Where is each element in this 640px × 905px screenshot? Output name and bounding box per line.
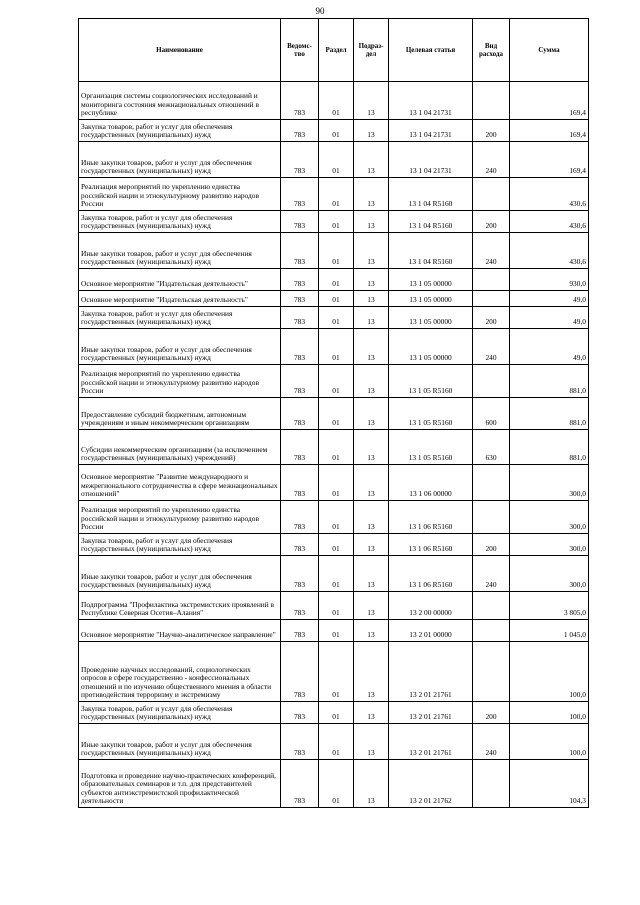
cell-summa: 430,6 <box>510 211 589 233</box>
cell-podrazdel: 13 <box>354 534 389 556</box>
cell-vid: 240 <box>473 724 510 760</box>
cell-vid <box>473 620 510 642</box>
cell-summa: 300,0 <box>510 556 589 592</box>
cell-name: Иные закупки товаров, работ и услуг для обеспечения государственных (муниципальных) нужд <box>79 556 281 592</box>
table-row <box>79 398 589 430</box>
cell-vedomstvo: 783 <box>281 534 319 556</box>
cell-vid <box>473 760 510 808</box>
cell-name: Реализация мероприятий по укреплению единства российской нации и этнокультурному развитию народов России <box>79 365 281 398</box>
cell-vid <box>473 465 510 501</box>
header-summa: Сумма <box>510 19 589 82</box>
cell-name: Основное мероприятие "Издательская деятельность" <box>79 269 281 291</box>
cell-vedomstvo: 783 <box>281 501 319 534</box>
cell-razdel: 01 <box>319 291 354 307</box>
cell-vedomstvo: 783 <box>281 307 319 329</box>
cell-vid <box>473 642 510 702</box>
cell-vid: 240 <box>473 556 510 592</box>
cell-vid: 200 <box>473 534 510 556</box>
cell-vedomstvo: 783 <box>281 398 319 430</box>
cell-podrazdel: 13 <box>354 702 389 724</box>
table-row <box>79 120 589 142</box>
cell-vid <box>473 178 510 211</box>
cell-summa: 169,4 <box>510 120 589 142</box>
table-row <box>79 211 589 233</box>
table-row <box>79 724 589 760</box>
cell-vedomstvo: 783 <box>281 269 319 291</box>
cell-summa: 881,0 <box>510 398 589 430</box>
cell-vid: 200 <box>473 307 510 329</box>
cell-vedomstvo: 783 <box>281 556 319 592</box>
cell-name: Субсидии некоммерческим организациям (за исключением государственных (муниципальных) учреждений) <box>79 430 281 465</box>
cell-summa: 100,0 <box>510 724 589 760</box>
cell-vid: 600 <box>473 398 510 430</box>
cell-name: Реализация мероприятий по укреплению единства российской нации и этнокультурному развитию народов России <box>79 501 281 534</box>
table-row <box>79 501 589 534</box>
cell-name: Подпрограмма "Профилактика экстремистских проявлений в Республике Северная Осетия–Алания" <box>79 592 281 620</box>
cell-vedomstvo: 783 <box>281 329 319 365</box>
page-number: 90 <box>315 6 325 16</box>
cell-podrazdel: 13 <box>354 120 389 142</box>
header-vedomstvo: Ведомс-тво <box>281 19 319 82</box>
table-row <box>79 329 589 365</box>
cell-razdel: 01 <box>319 233 354 269</box>
cell-podrazdel: 13 <box>354 642 389 702</box>
cell-summa: 100,0 <box>510 642 589 702</box>
cell-podrazdel: 13 <box>354 620 389 642</box>
cell-name: Иные закупки товаров, работ и услуг для обеспечения государственных (муниципальных) нужд <box>79 233 281 269</box>
cell-vedomstvo: 783 <box>281 365 319 398</box>
cell-name: Закупка товаров, работ и услуг для обеспечения государственных (муниципальных) нужд <box>79 702 281 724</box>
cell-name: Закупка товаров, работ и услуг для обеспечения государственных (муниципальных) нужд <box>79 534 281 556</box>
cell-vedomstvo: 783 <box>281 724 319 760</box>
cell-statya: 13 1 06 00000 <box>389 465 473 501</box>
table-row <box>79 82 589 120</box>
cell-name: Основное мероприятие "Научно-аналитическое направление" <box>79 620 281 642</box>
cell-statya: 13 1 05 R5160 <box>389 365 473 398</box>
cell-razdel: 01 <box>319 501 354 534</box>
cell-name: Реализация мероприятий по укреплению единства российской нации и этнокультурному развитию народов России <box>79 178 281 211</box>
table-row <box>79 620 589 642</box>
cell-name: Организация системы социологических исследований и мониторинга состояния межнациональных отношений в республике <box>79 82 281 120</box>
table-body <box>79 82 589 808</box>
cell-podrazdel: 13 <box>354 233 389 269</box>
cell-summa: 1 045,0 <box>510 620 589 642</box>
budget-table <box>78 18 589 808</box>
table-row <box>79 291 589 307</box>
cell-name: Закупка товаров, работ и услуг для обеспечения государственных (муниципальных) нужд <box>79 307 281 329</box>
cell-statya: 13 2 01 00000 <box>389 620 473 642</box>
cell-summa: 430,6 <box>510 178 589 211</box>
cell-name: Иные закупки товаров, работ и услуг для обеспечения государственных (муниципальных) нужд <box>79 329 281 365</box>
cell-vid: 240 <box>473 142 510 178</box>
cell-vid <box>473 501 510 534</box>
cell-podrazdel: 13 <box>354 760 389 808</box>
cell-name: Проведение научных исследований, социологических опросов в сфере государственно - конфессиональных отношений и по изучению общественного мнения в области противодействия терроризму и экстремизму <box>79 642 281 702</box>
cell-statya: 13 1 05 00000 <box>389 291 473 307</box>
cell-vedomstvo: 783 <box>281 211 319 233</box>
cell-razdel: 01 <box>319 120 354 142</box>
cell-statya: 13 2 01 21761 <box>389 642 473 702</box>
table-row <box>79 233 589 269</box>
cell-statya: 13 1 04 R5160 <box>389 233 473 269</box>
cell-vedomstvo: 783 <box>281 465 319 501</box>
cell-name: Иные закупки товаров, работ и услуг для обеспечения государственных (муниципальных) нужд <box>79 142 281 178</box>
cell-summa: 169,4 <box>510 82 589 120</box>
cell-razdel: 01 <box>319 178 354 211</box>
cell-vedomstvo: 783 <box>281 430 319 465</box>
cell-podrazdel: 13 <box>354 430 389 465</box>
cell-name: Подготовка и проведение научно-практических конференций, образовательных семинаров и т.п. для представителей субъектов антиэкстремистской профилактической деятельности <box>79 760 281 808</box>
cell-summa: 3 805,0 <box>510 592 589 620</box>
table-row <box>79 307 589 329</box>
cell-razdel: 01 <box>319 365 354 398</box>
table-row <box>79 178 589 211</box>
cell-statya: 13 1 05 00000 <box>389 269 473 291</box>
cell-podrazdel: 13 <box>354 329 389 365</box>
cell-vid <box>473 269 510 291</box>
cell-razdel: 01 <box>319 398 354 430</box>
cell-podrazdel: 13 <box>354 142 389 178</box>
cell-vid <box>473 291 510 307</box>
cell-razdel: 01 <box>319 620 354 642</box>
cell-statya: 13 1 06 R5160 <box>389 534 473 556</box>
cell-podrazdel: 13 <box>354 291 389 307</box>
cell-razdel: 01 <box>319 307 354 329</box>
cell-statya: 13 2 01 21761 <box>389 724 473 760</box>
header-statya: Целевая статья <box>389 19 473 82</box>
cell-statya: 13 1 05 R5160 <box>389 430 473 465</box>
cell-vid: 240 <box>473 329 510 365</box>
cell-vedomstvo: 783 <box>281 592 319 620</box>
cell-podrazdel: 13 <box>354 307 389 329</box>
cell-podrazdel: 13 <box>354 465 389 501</box>
table-row <box>79 534 589 556</box>
cell-vid: 240 <box>473 233 510 269</box>
cell-summa: 49,0 <box>510 307 589 329</box>
cell-name: Закупка товаров, работ и услуг для обеспечения государственных (муниципальных) нужд <box>79 120 281 142</box>
cell-podrazdel: 13 <box>354 501 389 534</box>
cell-razdel: 01 <box>319 142 354 178</box>
table-row <box>79 365 589 398</box>
cell-vedomstvo: 783 <box>281 142 319 178</box>
cell-statya: 13 1 04 R5160 <box>389 211 473 233</box>
cell-vid <box>473 592 510 620</box>
cell-vedomstvo: 783 <box>281 291 319 307</box>
cell-vedomstvo: 783 <box>281 233 319 269</box>
cell-statya: 13 1 04 21731 <box>389 120 473 142</box>
cell-podrazdel: 13 <box>354 398 389 430</box>
header-podrazdel: Подраз-дел <box>354 19 389 82</box>
header-vid: Вид расхода <box>473 19 510 82</box>
cell-statya: 13 1 06 R5160 <box>389 501 473 534</box>
cell-podrazdel: 13 <box>354 365 389 398</box>
cell-vedomstvo: 783 <box>281 120 319 142</box>
cell-summa: 169,4 <box>510 142 589 178</box>
cell-name: Основное мероприятие "Издательская деятельность" <box>79 291 281 307</box>
cell-summa: 300,0 <box>510 501 589 534</box>
cell-vid <box>473 82 510 120</box>
cell-razdel: 01 <box>319 430 354 465</box>
cell-podrazdel: 13 <box>354 178 389 211</box>
table-row <box>79 702 589 724</box>
cell-summa: 430,6 <box>510 233 589 269</box>
cell-summa: 930,0 <box>510 269 589 291</box>
cell-vid: 200 <box>473 120 510 142</box>
table-row <box>79 142 589 178</box>
cell-razdel: 01 <box>319 269 354 291</box>
table-row <box>79 430 589 465</box>
table-row <box>79 760 589 808</box>
cell-summa: 49,0 <box>510 329 589 365</box>
table-row <box>79 592 589 620</box>
cell-razdel: 01 <box>319 465 354 501</box>
table-row <box>79 465 589 501</box>
cell-statya: 13 2 00 00000 <box>389 592 473 620</box>
cell-summa: 300,0 <box>510 534 589 556</box>
cell-summa: 100,0 <box>510 702 589 724</box>
header-name: Наименование <box>79 19 281 82</box>
cell-razdel: 01 <box>319 592 354 620</box>
cell-vedomstvo: 783 <box>281 642 319 702</box>
cell-razdel: 01 <box>319 760 354 808</box>
cell-statya: 13 1 05 00000 <box>389 307 473 329</box>
cell-razdel: 01 <box>319 702 354 724</box>
cell-vedomstvo: 783 <box>281 702 319 724</box>
cell-statya: 13 1 06 R5160 <box>389 556 473 592</box>
cell-razdel: 01 <box>319 724 354 760</box>
cell-razdel: 01 <box>319 329 354 365</box>
cell-podrazdel: 13 <box>354 556 389 592</box>
cell-summa: 300,0 <box>510 465 589 501</box>
cell-vedomstvo: 783 <box>281 82 319 120</box>
cell-razdel: 01 <box>319 556 354 592</box>
cell-vid: 630 <box>473 430 510 465</box>
cell-name: Предоставление субсидий бюджетным, автономным учреждениям и иным некоммерческим организациям <box>79 398 281 430</box>
cell-podrazdel: 13 <box>354 724 389 760</box>
cell-summa: 104,3 <box>510 760 589 808</box>
cell-summa: 881,0 <box>510 430 589 465</box>
cell-razdel: 01 <box>319 82 354 120</box>
table-row <box>79 556 589 592</box>
cell-podrazdel: 13 <box>354 211 389 233</box>
cell-statya: 13 2 01 21762 <box>389 760 473 808</box>
cell-vedomstvo: 783 <box>281 178 319 211</box>
cell-statya: 13 1 05 R5160 <box>389 398 473 430</box>
cell-podrazdel: 13 <box>354 269 389 291</box>
cell-name: Иные закупки товаров, работ и услуг для обеспечения государственных (муниципальных) нужд <box>79 724 281 760</box>
cell-summa: 881,0 <box>510 365 589 398</box>
cell-vid: 200 <box>473 211 510 233</box>
table-row <box>79 642 589 702</box>
cell-statya: 13 1 04 21731 <box>389 142 473 178</box>
cell-vid <box>473 365 510 398</box>
table-header-row <box>79 19 589 82</box>
cell-podrazdel: 13 <box>354 82 389 120</box>
cell-statya: 13 2 01 21761 <box>389 702 473 724</box>
cell-vedomstvo: 783 <box>281 760 319 808</box>
table-row <box>79 269 589 291</box>
cell-statya: 13 1 04 R5160 <box>389 178 473 211</box>
cell-vid: 200 <box>473 702 510 724</box>
cell-statya: 13 1 04 21731 <box>389 82 473 120</box>
cell-summa: 49,0 <box>510 291 589 307</box>
header-razdel: Раздел <box>319 19 354 82</box>
cell-statya: 13 1 05 00000 <box>389 329 473 365</box>
cell-name: Закупка товаров, работ и услуг для обеспечения государственных (муниципальных) нужд <box>79 211 281 233</box>
cell-razdel: 01 <box>319 642 354 702</box>
cell-razdel: 01 <box>319 211 354 233</box>
cell-podrazdel: 13 <box>354 592 389 620</box>
cell-razdel: 01 <box>319 534 354 556</box>
cell-name: Основное мероприятие "Развитие международного и межрегионального сотрудничества в сфере межнациональных отношений" <box>79 465 281 501</box>
cell-vedomstvo: 783 <box>281 620 319 642</box>
